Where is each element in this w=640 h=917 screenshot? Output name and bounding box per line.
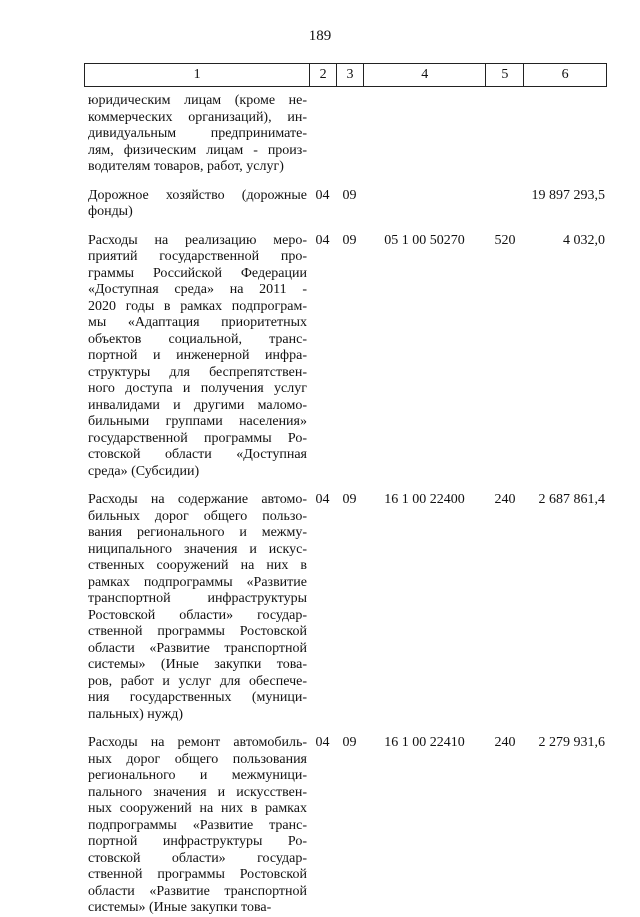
- header-col-4: 4: [363, 64, 486, 86]
- row-description: [84, 492, 309, 723]
- description-line: регионального и межмуници-: [88, 768, 307, 783]
- table-row: [84, 233, 607, 481]
- description-line: ния государственных (муници-: [88, 690, 307, 705]
- description-line: ниципального значения и искус-: [88, 541, 307, 557]
- expense-type: [486, 93, 524, 176]
- description-line: системы» (Иные закупки това-: [88, 900, 272, 915]
- description-line: вания регионального и межму-: [88, 525, 307, 540]
- subsection-code: 09: [342, 492, 357, 507]
- description-line: ного доступа и получения услуг: [88, 381, 307, 396]
- description-line: ственной программы Ростовской: [88, 624, 307, 639]
- description-line: ных сооружений на них в рамках: [88, 801, 307, 816]
- description-line: водителям товаров, работ, услуг): [88, 159, 284, 174]
- description-line: фонды): [88, 204, 133, 219]
- section-code: 04: [315, 232, 330, 248]
- description-line: бильных дорог общего пользо-: [88, 508, 307, 524]
- description-line: ров, работ и услуг для обеспече-: [88, 673, 307, 689]
- description-line: коммерческих организаций), ин-: [88, 109, 307, 125]
- description-line: пального значения и искусствен-: [88, 784, 307, 800]
- description-line: стовской области «Доступная: [88, 447, 307, 462]
- description-line: мы «Адаптация приоритетных: [88, 315, 307, 330]
- table-row: [84, 735, 607, 917]
- header-col-5: 5: [485, 64, 523, 86]
- amount: 4 032,0: [563, 232, 605, 248]
- description-line: бильными группами населения»: [88, 414, 307, 429]
- description-line: транспортной инфраструктуры: [88, 591, 307, 606]
- description-line: рамках подпрограммы «Развитие: [88, 574, 307, 590]
- header-col-1: 1: [193, 67, 201, 82]
- subsection-code: [336, 93, 363, 176]
- description-line: ственной программы Ростовской: [88, 867, 307, 882]
- description-line: подпрограммы «Развитие транс-: [88, 817, 307, 833]
- budget-table: [84, 63, 607, 917]
- description-line: Расходы на реализацию меро-: [88, 232, 307, 248]
- amount: 2 687 861,4: [538, 492, 605, 507]
- page-number: 189: [308, 28, 332, 44]
- description-line: среда» (Субсидии): [88, 463, 200, 479]
- expense-type: 240: [494, 735, 516, 750]
- target-article: 05 1 00 50270: [384, 232, 465, 248]
- header-col-3: 3: [336, 64, 363, 86]
- description-line: ных дорог общего пользования: [88, 751, 307, 767]
- description-line: структуры для беспрепятствен-: [88, 364, 307, 380]
- expense-type: 520: [494, 232, 516, 248]
- amount: 19 897 293,5: [531, 187, 605, 203]
- section-code: 04: [315, 492, 330, 507]
- description-line: системы» (Иные закупки това-: [88, 657, 307, 672]
- description-line: Расходы на ремонт автомобиль-: [88, 735, 307, 750]
- target-article: [363, 93, 486, 176]
- header-col-6: 6: [523, 64, 606, 86]
- description-line: Дорожное хозяйство (дорожные: [88, 187, 307, 203]
- section-code: 04: [315, 187, 330, 203]
- subsection-code: 09: [342, 735, 357, 750]
- description-line: Ростовской области» государ-: [88, 607, 307, 623]
- section-code: 04: [315, 735, 330, 750]
- expense-type: [486, 188, 524, 221]
- row-description: [84, 188, 309, 221]
- row-description: [84, 93, 309, 176]
- description-line: ственных сооружений на них в: [88, 558, 307, 573]
- table-row: [84, 188, 607, 221]
- description-line: граммы Российской Федерации: [88, 265, 307, 281]
- description-line: портной инфраструктуры Ро-: [88, 834, 307, 849]
- table-header: [84, 63, 607, 87]
- description-line: объектов социальной, транс-: [88, 331, 307, 347]
- description-line: стовской области» государ-: [88, 850, 307, 866]
- description-line: портной и инженерной инфра-: [88, 348, 307, 363]
- description-line: инвалидами и другими маломо-: [88, 397, 307, 413]
- row-description: [84, 735, 309, 917]
- description-line: лям, физическим лицам - произ-: [88, 142, 307, 158]
- description-line: пальных) нужд): [88, 706, 184, 722]
- target-article: [363, 188, 486, 221]
- description-line: юридическим лицам (кроме не-: [88, 93, 307, 108]
- description-line: Расходы на содержание автомо-: [88, 492, 307, 507]
- description-line: приятий государственной про-: [88, 249, 307, 264]
- description-line: области «Развитие транспортной: [88, 640, 307, 656]
- amount: [524, 93, 607, 176]
- description-line: 2020 годы в рамках подпрограм-: [88, 298, 307, 314]
- target-article: 16 1 00 22410: [384, 735, 465, 750]
- header-col-2: 2: [309, 64, 336, 86]
- target-article: 16 1 00 22400: [384, 492, 465, 507]
- section-code: [309, 93, 336, 176]
- description-line: дивидуальным предпринимате-: [88, 126, 307, 141]
- table-body: [84, 93, 607, 917]
- subsection-code: 09: [342, 187, 357, 203]
- table-row: [84, 492, 607, 723]
- description-line: «Доступная среда» на 2011 -: [88, 282, 307, 297]
- table-row: [84, 93, 607, 176]
- expense-type: 240: [494, 492, 516, 507]
- subsection-code: 09: [342, 232, 357, 248]
- description-line: государственной программы Ро-: [88, 430, 307, 446]
- description-line: области «Развитие транспортной: [88, 883, 307, 899]
- amount: 2 279 931,6: [538, 735, 605, 750]
- row-description: [84, 233, 309, 481]
